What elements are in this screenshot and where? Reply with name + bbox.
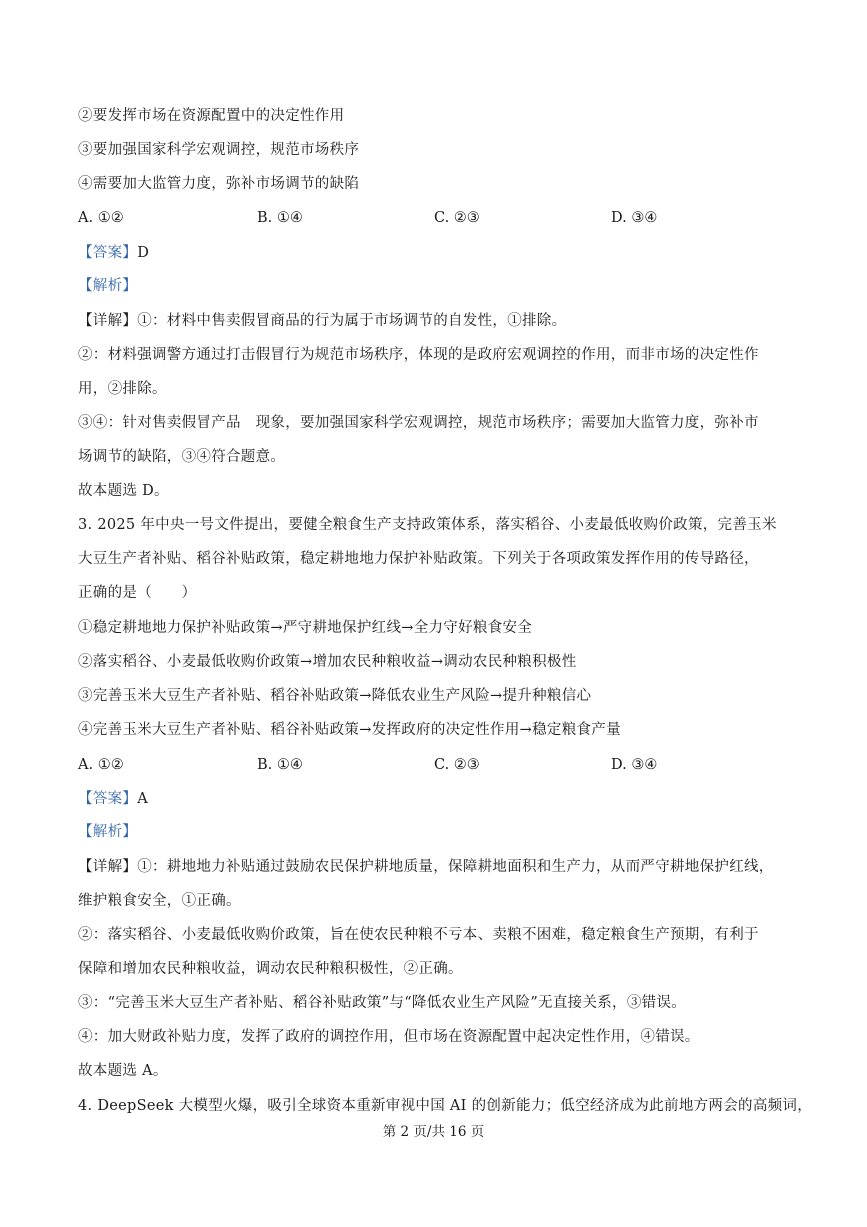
analysis-tag: 【解析】 <box>78 278 138 294</box>
conclusion: 故本题选 D。 <box>78 483 169 499</box>
analysis-heading <box>78 822 137 842</box>
statement: ①稳定耕地地力保护补贴政策→严守耕地保护红线→全力守好粮食安全 <box>78 620 533 636</box>
detail-text: ①：材料中售卖假冒商品的行为属于市场调节的自发性，①排除。 <box>137 313 567 329</box>
statement: ②落实稻谷、小麦最低收购价政策→增加农民种粮收益→调动农民种粮积极性 <box>78 654 577 670</box>
detail-line: ③：“完善玉米大豆生产者补贴、稻谷补贴政策”与“降低农业生产风险”无直接关系，③错误。 <box>78 995 687 1011</box>
option-d: D. ③④ <box>611 210 658 226</box>
question-stem-line: 大豆生产者补贴、稻谷补贴政策，稳定耕地地力保护补贴政策。下列关于各项政策发挥作用的传导路径， <box>78 551 759 567</box>
answer-tag: 【答案】 <box>78 791 138 807</box>
option-d: D. ③④ <box>611 757 658 773</box>
detail-line: 场调节的缺陷，③④符合题意。 <box>78 449 286 465</box>
detail-line <box>78 311 566 331</box>
answer-options <box>78 755 798 775</box>
question-stem-line: 3. 2025 年中央一号文件提出，要健全粮食生产支持政策体系，落实稻谷、小麦最低收购价政策，完善玉米 <box>78 517 777 533</box>
answer-line <box>78 243 149 263</box>
option-c: C. ②③ <box>434 210 480 226</box>
answer-tag: 【答案】 <box>78 245 138 261</box>
option-b: B. ①④ <box>257 210 303 226</box>
statement-2: ②要发挥市场在资源配置中的决定性作用 <box>78 108 345 124</box>
detail-line: ②：落实稻谷、小麦最低收购价政策，旨在使农民种粮不亏本、卖粮不困难，稳定粮食生产预期，有利于 <box>78 927 759 943</box>
option-b: B. ①④ <box>257 757 303 773</box>
detail-line: ④：加大财政补贴力度，发挥了政府的调控作用，但市场在资源配置中起决定性作用，④错误。 <box>78 1029 700 1045</box>
option-c: C. ②③ <box>434 757 480 773</box>
option-a: A. ①② <box>78 757 124 773</box>
detail-line: ②：材料强调警方通过打击假冒行为规范市场秩序，体现的是政府宏观调控的作用，而非市场的决定性作 <box>78 347 759 363</box>
statement-3: ③要加强国家科学宏观调控，规范市场秩序 <box>78 142 360 158</box>
detail-line: ③④：针对售卖假冒产品 现象，要加强国家科学宏观调控，规范市场秩序；需要加大监管力度，弥补市 <box>78 415 759 431</box>
detail-tag: 【详解】 <box>78 313 138 329</box>
question-stem-line: 4. DeepSeek 大模型火爆，吸引全球资本重新审视中国 AI 的创新能力；低空经济成为此前地方两会的高频词， <box>78 1098 813 1114</box>
statement: ③完善玉米大豆生产者补贴、稻谷补贴政策→降低农业生产风险→提升种粮信心 <box>78 688 592 704</box>
statement-4: ④需要加大监管力度，弥补市场调节的缺陷 <box>78 176 360 192</box>
answer-line <box>78 789 148 809</box>
detail-line: 保障和增加农民种粮收益，调动农民种粮积极性，②正确。 <box>78 961 463 977</box>
analysis-heading <box>78 276 137 296</box>
option-a: A. ①② <box>78 210 124 226</box>
statement: ④完善玉米大豆生产者补贴、稻谷补贴政策→发挥政府的决定性作用→稳定粮食产量 <box>78 722 621 738</box>
answer-value: D <box>137 245 150 261</box>
page-footer: 第 2 页/共 16 页 <box>382 1124 485 1140</box>
detail-line <box>78 857 774 877</box>
detail-line: 维护粮食安全，①正确。 <box>78 893 241 909</box>
analysis-tag: 【解析】 <box>78 824 138 840</box>
detail-tag: 【详解】 <box>78 859 138 875</box>
answer-value: A <box>137 791 148 807</box>
answer-options <box>78 208 798 228</box>
detail-line: 用，②排除。 <box>78 381 167 397</box>
question-stem-line: 正确的是（ ） <box>78 585 197 601</box>
detail-text: ①：耕地地力补贴通过鼓励农民保护耕地质量，保障耕地面积和生产力，从而严守耕地保护红线， <box>137 859 774 875</box>
conclusion: 故本题选 A。 <box>78 1063 168 1079</box>
